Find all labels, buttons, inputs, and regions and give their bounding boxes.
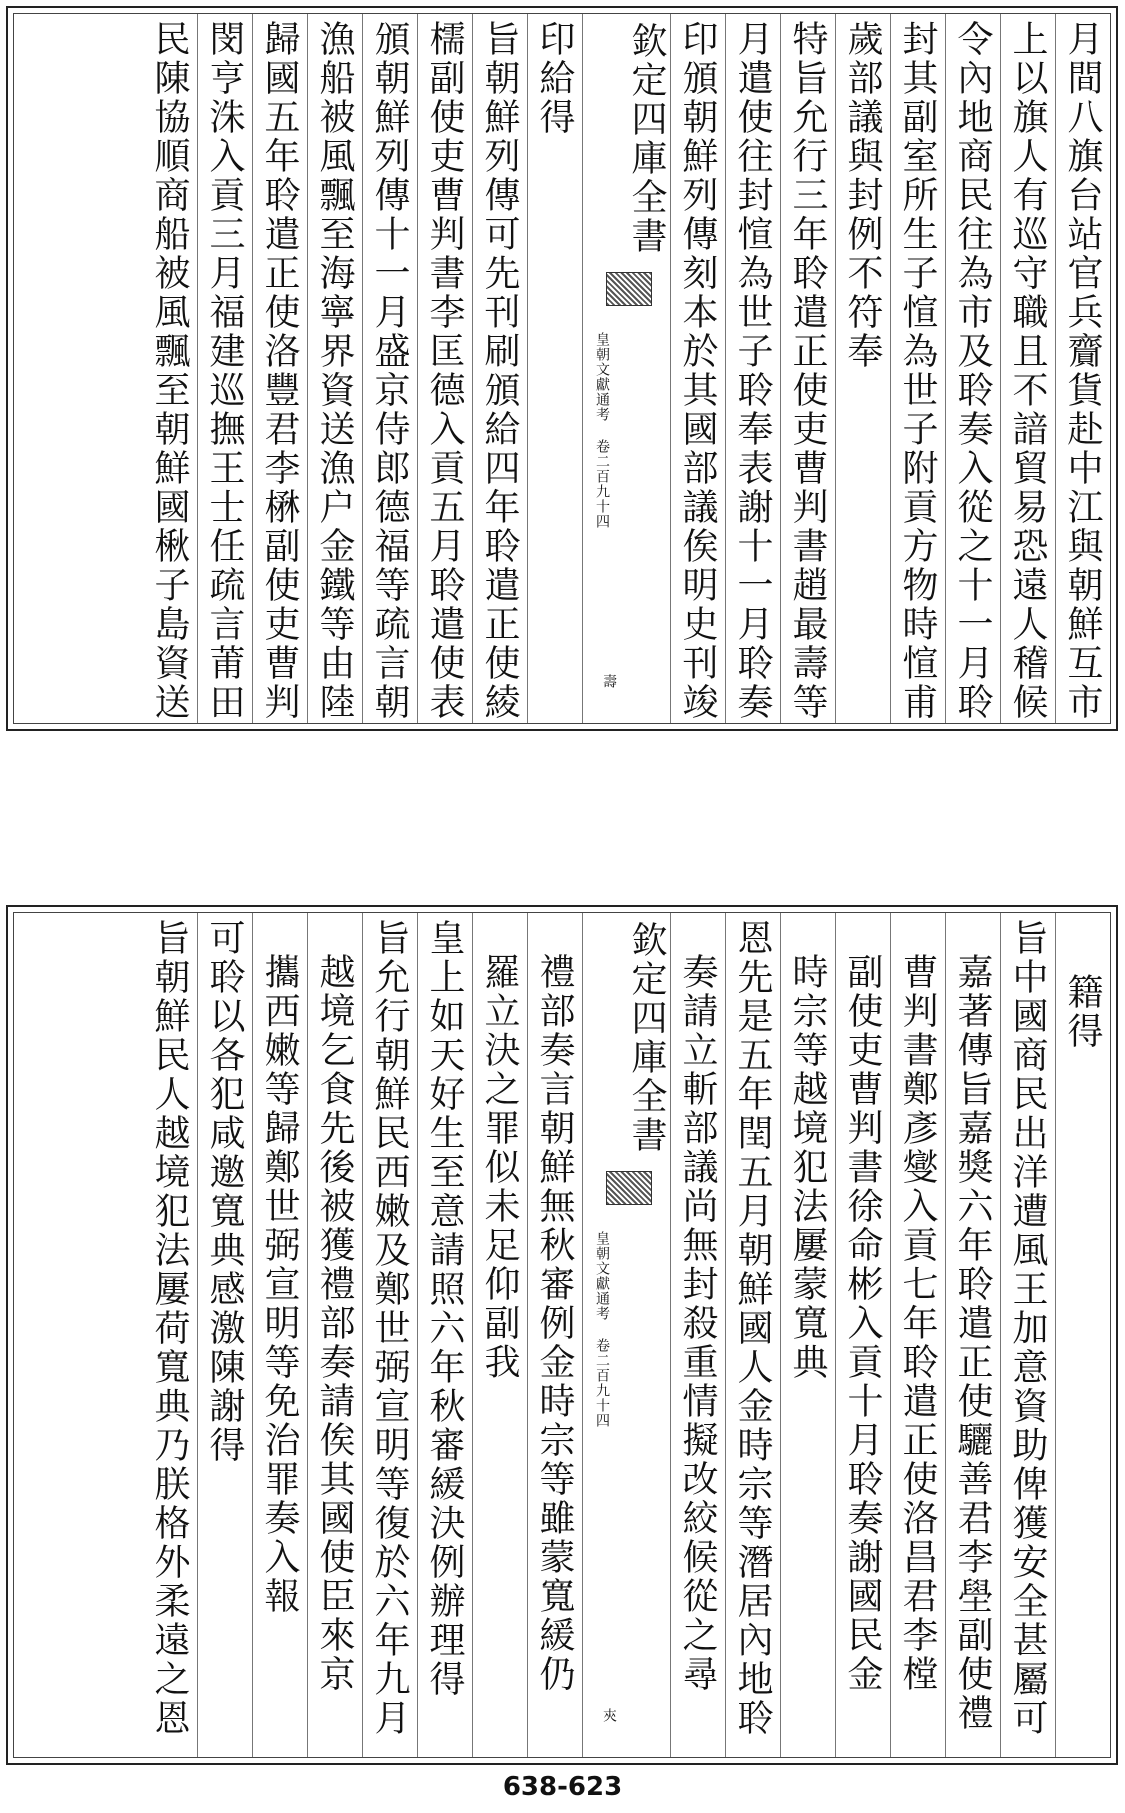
text-column: 歸國五年聆遣正使洛豐君李楙副使吏曹判 — [252, 14, 307, 723]
text-column: 羅立決之罪似未足仰副我 — [472, 913, 527, 1757]
text-column: 旨中國商民出洋遭風王加意資助俾獲安全甚屬可 — [1000, 913, 1055, 1757]
text-column: 月遣使往封愃為世子聆奉表謝十一月聆奏 — [725, 14, 780, 723]
page-mark: 壽 — [601, 674, 617, 691]
text-column: 禮部奏言朝鮮無秋審例金時宗等雖蒙寬緩仍 — [527, 913, 582, 1757]
seal-icon — [606, 1171, 652, 1205]
text-column: 奏請立斬部議尚無封殺重情擬改絞候從之尋 — [670, 913, 725, 1757]
page-mark: 㚒 — [601, 1708, 617, 1725]
text-column: 封其副室所生子愃為世子附貢方物時愃甫 — [890, 14, 945, 723]
text-column: 曹判書鄭彥燮入貢七年聆遣正使洛昌君李樘 — [890, 913, 945, 1757]
text-column: 旨朝鮮列傳可先刊刷頒給四年聆遣正使綾 — [472, 14, 527, 723]
text-column: 檽副使吏曹判書李匡德入貢五月聆遣使表 — [417, 14, 472, 723]
text-column: 皇上如天好生至意請照六年秋審緩決例辦理得 — [417, 913, 472, 1757]
text-column: 特旨允行三年聆遣正使吏曹判書趙最壽等 — [780, 14, 835, 723]
text-column: 印給得 — [527, 14, 582, 723]
text-column: 令內地商民往為市及聆奏入從之十一月聆 — [945, 14, 1000, 723]
source-note: 皇朝文獻通考 卷二百九十四 — [594, 1231, 610, 1428]
text-column: 攜西嫩等歸鄭世弼宣明等免治罪奏入報 — [252, 913, 307, 1757]
title-column — [582, 14, 670, 723]
book-title: 欽定四庫全書 — [626, 22, 667, 256]
text-column: 可聆以各犯咸邀寬典感激陳謝得 — [197, 913, 252, 1757]
text-column: 旨朝鮮民人越境犯法屢荷寬典乃朕格外柔遠之恩 — [149, 919, 190, 1738]
text-column: 月間八旗台站官兵齎貨赴中江與朝鮮互市 — [1055, 14, 1110, 723]
top-columns — [14, 14, 1110, 723]
page-number: 638-623 — [502, 1772, 623, 1802]
text-column: 上以旗人有巡守職且不諳貿易恐遠人稽候 — [1000, 14, 1055, 723]
bottom-page — [6, 905, 1118, 1765]
book-title: 欽定四庫全書 — [626, 921, 667, 1155]
title-column — [582, 913, 670, 1757]
text-column: 民陳協順商船被風飄至朝鮮國楸子島資送 — [149, 20, 190, 722]
bottom-page-frame — [13, 912, 1111, 1758]
text-column: 籍得 — [1055, 913, 1110, 1757]
text-column: 恩先是五年閏五月朝鮮國人金時宗等潛居內地聆 — [725, 913, 780, 1757]
text-column: 副使吏曹判書徐命彬入貢十月聆奏謝國民金 — [835, 913, 890, 1757]
seal-icon — [606, 272, 652, 306]
text-column: 歲部議與封例不符奉 — [835, 14, 890, 723]
top-page-frame — [13, 13, 1111, 724]
text-column: 印頒朝鮮列傳刻本於其國部議俟明史刊竣 — [670, 14, 725, 723]
bottom-columns — [14, 913, 1110, 1757]
text-column: 時宗等越境犯法屢蒙寬典 — [780, 913, 835, 1757]
text-column: 旨允行朝鮮民西嫩及鄭世弼宣明等復於六年九月 — [362, 913, 417, 1757]
source-note: 皇朝文獻通考 卷二百九十四 — [594, 332, 610, 529]
text-column: 越境乞食先後被獲禮部奏請俟其國使臣來京 — [307, 913, 362, 1757]
text-column: 閔亨洙入貢三月福建巡撫王士任疏言莆田 — [197, 14, 252, 723]
text-column: 嘉著傳旨嘉獎六年聆遣正使驪善君李壆副使禮 — [945, 913, 1000, 1757]
text-column: 漁船被風飄至海寧界資送漁户金鐵等由陸 — [307, 14, 362, 723]
text-column: 頒朝鮮列傳十一月盛京侍郎德福等疏言朝 — [362, 14, 417, 723]
top-page — [6, 6, 1118, 731]
